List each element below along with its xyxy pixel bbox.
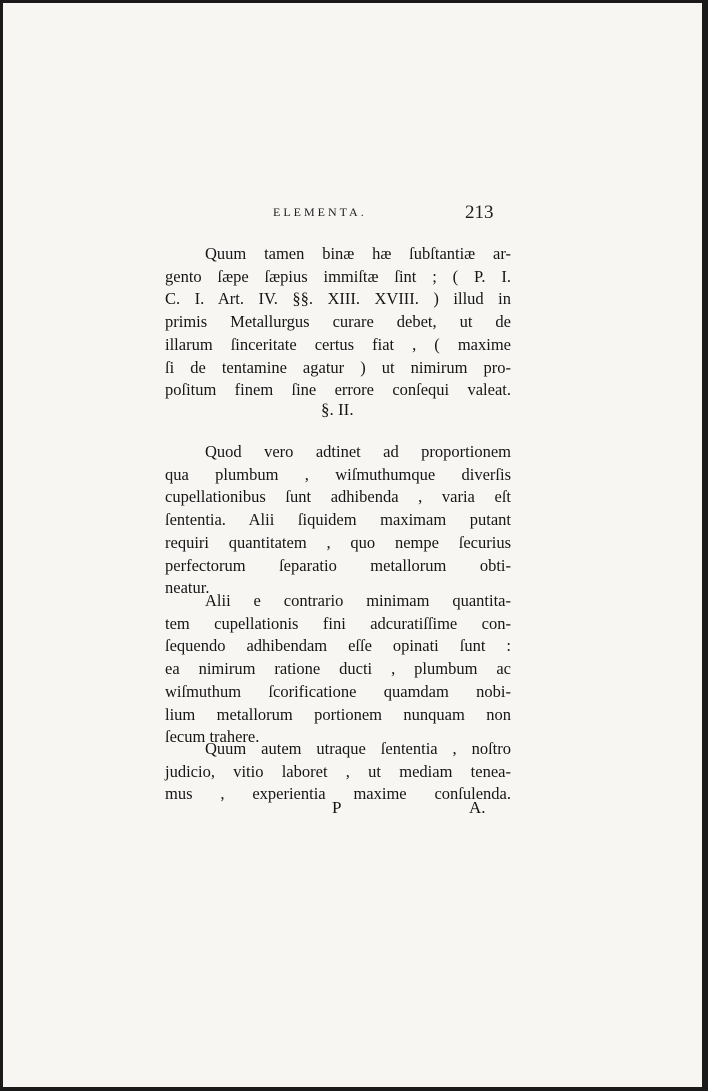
text-line: Quum tamen binæ hæ ſubſtantiæ ar-: [205, 244, 511, 263]
text-line: ea nimirum ratione ducti , plumbum ac: [165, 659, 511, 679]
text-line: wiſmuthum ſcorificatione quamdam nobi-: [165, 681, 511, 701]
text-line: tem cupellationis fini adcuratiſſime con-: [165, 613, 511, 633]
text-line: ſecum trahere.: [165, 727, 260, 747]
paragraph-4: [165, 738, 511, 806]
text-line: mus , experientia maxime conſulenda.: [165, 784, 511, 804]
signature-mark: P: [332, 798, 342, 817]
text-line: requiri quantitatem , quo nempe ſecurius: [165, 532, 511, 552]
running-title: ELEMENTA.: [273, 205, 367, 219]
page-number: 213: [465, 202, 494, 223]
text-line: Alii e contrario minimam quantita-: [205, 591, 511, 610]
text-line: cupellationibus ſunt adhibenda , varia eſt: [165, 487, 511, 507]
text-line: ſi de tentamine agatur ) ut nimirum pro-: [165, 357, 511, 377]
text-line: primis Metallurgus curare debet, ut de: [165, 312, 511, 332]
text-line: gento ſæpe ſæpius immiſtæ ſint ; ( P. I.: [165, 266, 511, 286]
text-line: Quod vero adtinet ad proportionem: [205, 442, 511, 461]
text-line: ſententia. Alii ſiquidem maximam putant: [165, 510, 511, 530]
paragraph-3: [165, 590, 511, 749]
paragraph-2: [165, 441, 511, 600]
text-line: perfectorum ſeparatio metallorum obti-: [165, 555, 511, 575]
text-line: judicio, vitio laboret , ut mediam tenea-: [165, 761, 511, 781]
catchword: A.: [469, 798, 486, 817]
text-line: lium metallorum portionem nunquam non: [165, 704, 511, 724]
text-line: poſitum finem ſine errore conſequi valeat.: [165, 380, 511, 400]
paragraph-1: [165, 243, 511, 402]
text-line: qua plumbum , wiſmuthumque diverſis: [165, 464, 511, 484]
section-heading: §. II.: [321, 400, 354, 419]
book-page: [3, 3, 702, 1087]
text-line: illarum ſinceritate certus fiat , ( maxime: [165, 334, 511, 354]
text-line: C. I. Art. IV. §§. XIII. XVIII. ) illud in: [165, 289, 511, 309]
text-line: Quum autem utraque ſententia , noſtro: [205, 739, 511, 758]
text-line: ſequendo adhibendam eſſe opinati ſunt :: [165, 636, 511, 656]
text-line: neatur.: [165, 578, 210, 598]
